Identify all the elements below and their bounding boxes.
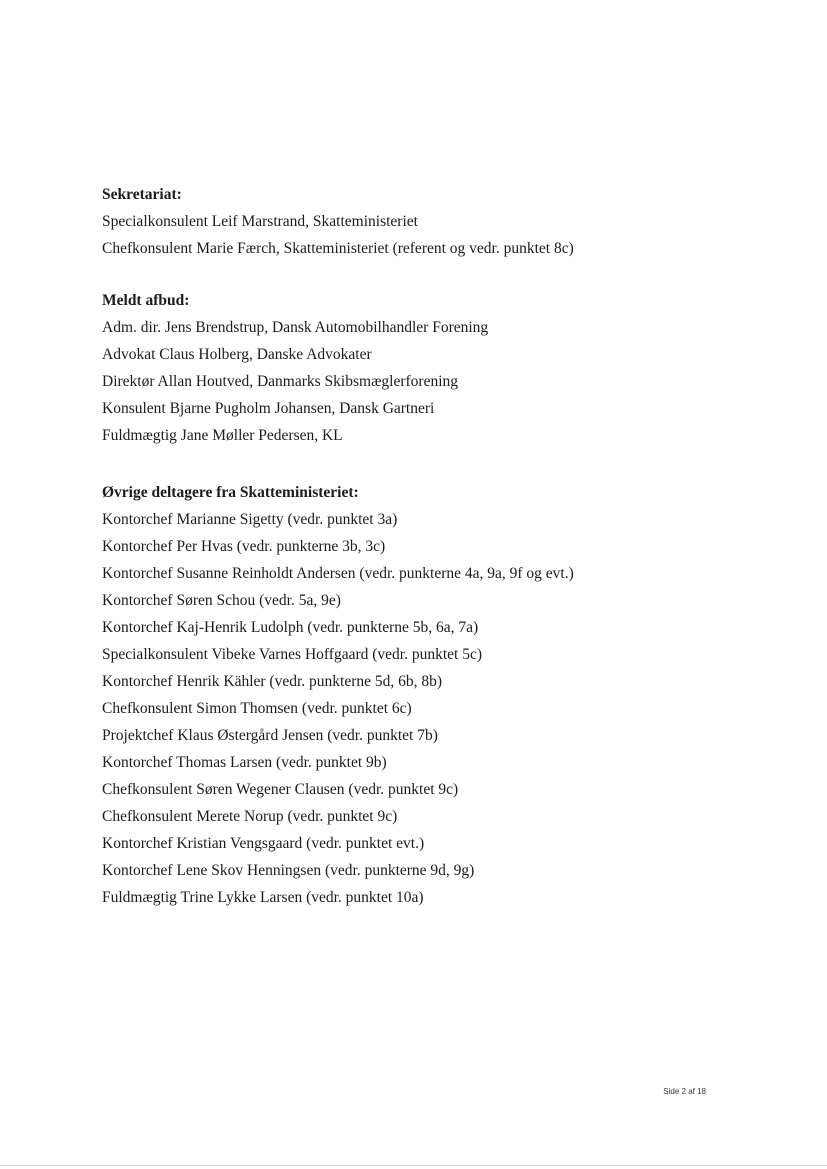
section-heading-meldt-afbud: Meldt afbud: <box>102 292 190 309</box>
page-edge-divider <box>0 1165 827 1166</box>
attendee-line: Chefkonsulent Marie Færch, Skatteministeriet (referent og vedr. punktet 8c) <box>102 240 574 257</box>
participant-line: Kontorchef Thomas Larsen (vedr. punktet 9b) <box>102 754 387 771</box>
absentee-line: Advokat Claus Holberg, Danske Advokater <box>102 346 372 363</box>
absentee-line: Konsulent Bjarne Pugholm Johansen, Dansk Gartneri <box>102 400 435 417</box>
participant-line: Kontorchef Marianne Sigetty (vedr. punktet 3a) <box>102 511 398 528</box>
participant-line: Kontorchef Kristian Vengsgaard (vedr. punktet evt.) <box>102 835 425 852</box>
page-number: Side 2 af 18 <box>663 1087 706 1096</box>
participant-line: Kontorchef Susanne Reinholdt Andersen (vedr. punkterne 4a, 9a, 9f og evt.) <box>102 565 574 582</box>
participant-line: Kontorchef Søren Schou (vedr. 5a, 9e) <box>102 592 341 609</box>
section-sekretariat <box>102 181 782 262</box>
participant-line: Kontorchef Lene Skov Henningsen (vedr. punkterne 9d, 9g) <box>102 862 475 879</box>
participant-line: Fuldmægtig Trine Lykke Larsen (vedr. punktet 10a) <box>102 889 424 906</box>
section-ovrige-deltagere <box>102 479 782 911</box>
participant-line: Kontorchef Kaj-Henrik Ludolph (vedr. punkterne 5b, 6a, 7a) <box>102 619 479 636</box>
section-heading-ovrige-deltagere: Øvrige deltagere fra Skatteministeriet: <box>102 484 359 501</box>
absentee-line: Fuldmægtig Jane Møller Pedersen, KL <box>102 427 343 444</box>
participant-line: Chefkonsulent Simon Thomsen (vedr. punktet 6c) <box>102 700 412 717</box>
absentee-line: Direktør Allan Houtved, Danmarks Skibsmæglerforening <box>102 373 459 390</box>
absentee-line: Adm. dir. Jens Brendstrup, Dansk Automobilhandler Forening <box>102 319 489 336</box>
section-heading-sekretariat: Sekretariat: <box>102 186 182 203</box>
participant-line: Kontorchef Per Hvas (vedr. punkterne 3b, 3c) <box>102 538 386 555</box>
participant-line: Specialkonsulent Vibeke Varnes Hoffgaard (vedr. punktet 5c) <box>102 646 483 663</box>
participant-line: Projektchef Klaus Østergård Jensen (vedr. punktet 7b) <box>102 727 438 744</box>
participant-line: Chefkonsulent Søren Wegener Clausen (vedr. punktet 9c) <box>102 781 459 798</box>
attendee-line: Specialkonsulent Leif Marstrand, Skatteministeriet <box>102 213 418 230</box>
participant-line: Kontorchef Henrik Kähler (vedr. punkterne 5d, 6b, 8b) <box>102 673 443 690</box>
section-meldt-afbud <box>102 287 782 449</box>
participant-line: Chefkonsulent Merete Norup (vedr. punktet 9c) <box>102 808 398 825</box>
